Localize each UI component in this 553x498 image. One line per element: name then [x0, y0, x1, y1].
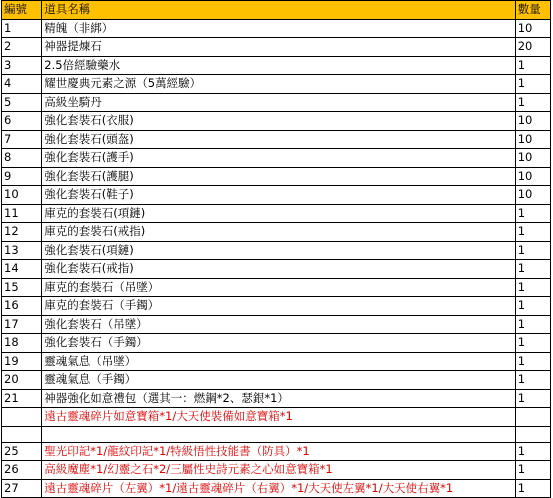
table-row — [2, 260, 551, 279]
cell-num[interactable]: 9 — [2, 167, 42, 186]
table-row — [2, 186, 551, 205]
cell-qty[interactable]: 1 — [515, 389, 550, 408]
cell-num[interactable] — [2, 426, 42, 442]
cell-qty[interactable]: 1 — [515, 334, 550, 353]
cell-num[interactable]: 13 — [2, 241, 42, 260]
cell-num[interactable]: 14 — [2, 260, 42, 279]
item-table — [1, 0, 551, 498]
cell-num[interactable]: 11 — [2, 204, 42, 223]
cell-qty[interactable] — [515, 426, 550, 442]
cell-qty[interactable]: 1 — [515, 204, 550, 223]
table-row — [2, 241, 551, 260]
cell-num[interactable]: 15 — [2, 278, 42, 297]
cell-qty[interactable]: 10 — [515, 149, 550, 168]
cell-name[interactable]: 強化套裝石(鞋子) — [42, 186, 515, 205]
cell-qty[interactable]: 1 — [515, 278, 550, 297]
cell-name[interactable]: 強化套裝石(頭盔) — [42, 130, 515, 149]
cell-name[interactable]: 強化套裝石（手鐲） — [42, 334, 515, 353]
cell-num[interactable]: 12 — [2, 223, 42, 242]
cell-num[interactable]: 7 — [2, 130, 42, 149]
cell-name[interactable] — [42, 426, 515, 442]
table-row — [2, 75, 551, 94]
cell-name[interactable]: 神器提煉石 — [42, 38, 515, 57]
cell-num[interactable]: 8 — [2, 149, 42, 168]
header-name[interactable]: 道具名稱 — [42, 1, 515, 20]
table-row — [2, 93, 551, 112]
cell-qty[interactable]: 10 — [515, 19, 550, 38]
cell-qty[interactable]: 1 — [515, 479, 550, 498]
cell-name[interactable]: 庫克的套裝石(項鏈) — [42, 204, 515, 223]
table-row — [2, 297, 551, 316]
cell-name[interactable]: 神器強化如意禮包（選其一：燃鋼*2、瑟銀*1） — [42, 389, 515, 408]
cell-name[interactable]: 庫克的套裝石（手鐲） — [42, 297, 515, 316]
table-row — [2, 112, 551, 131]
cell-qty[interactable]: 10 — [515, 130, 550, 149]
cell-qty[interactable]: 10 — [515, 112, 550, 131]
cell-num[interactable]: 6 — [2, 112, 42, 131]
cell-num[interactable] — [2, 408, 42, 427]
table-row — [2, 479, 551, 498]
table-row — [2, 461, 551, 480]
table-row — [2, 204, 551, 223]
cell-num[interactable]: 4 — [2, 75, 42, 94]
table-row — [2, 278, 551, 297]
cell-qty[interactable]: 1 — [515, 297, 550, 316]
cell-num[interactable]: 16 — [2, 297, 42, 316]
cell-name[interactable]: 強化套裝石(護腿) — [42, 167, 515, 186]
table-row — [2, 352, 551, 371]
cell-num[interactable]: 10 — [2, 186, 42, 205]
table-row — [2, 130, 551, 149]
cell-name[interactable]: 強化套裝石（吊墜） — [42, 315, 515, 334]
cell-qty[interactable]: 1 — [515, 75, 550, 94]
cell-qty[interactable]: 10 — [515, 186, 550, 205]
table-row — [2, 371, 551, 390]
table-row — [2, 408, 551, 427]
header-row — [2, 1, 551, 20]
cell-qty[interactable]: 1 — [515, 93, 550, 112]
table-row — [2, 167, 551, 186]
cell-num[interactable]: 19 — [2, 352, 42, 371]
cell-name[interactable]: 庫克的套裝石(戒指) — [42, 223, 515, 242]
cell-qty[interactable]: 1 — [515, 56, 550, 75]
table-row — [2, 315, 551, 334]
cell-qty[interactable]: 10 — [515, 167, 550, 186]
cell-num[interactable]: 21 — [2, 389, 42, 408]
table-row — [2, 442, 551, 461]
cell-name[interactable]: 精魄（非綁） — [42, 19, 515, 38]
header-num[interactable]: 編號 — [2, 1, 42, 20]
cell-name[interactable]: 靈魂氣息（吊墜） — [42, 352, 515, 371]
table-row — [2, 389, 551, 408]
cell-name[interactable]: 強化套裝石(護手) — [42, 149, 515, 168]
cell-num[interactable]: 3 — [2, 56, 42, 75]
cell-num[interactable]: 27 — [2, 479, 42, 498]
cell-qty[interactable]: 1 — [515, 260, 550, 279]
table-row — [2, 149, 551, 168]
cell-num[interactable]: 18 — [2, 334, 42, 353]
cell-name[interactable]: 高級魔塵*1/幻靈之石*2/三屬性史詩元素之心如意寶箱*1 — [42, 461, 515, 480]
table-row — [2, 56, 551, 75]
cell-name[interactable]: 庫克的套裝石（吊墜） — [42, 278, 515, 297]
table-row — [2, 334, 551, 353]
cell-num[interactable]: 25 — [2, 442, 42, 461]
cell-qty[interactable]: 1 — [515, 442, 550, 461]
table-row — [2, 38, 551, 57]
cell-name[interactable]: 遠古靈魂碎片（左翼）*1/遠古靈魂碎片（右翼）*1/大天使左翼*1/大天使右翼*1 — [42, 479, 515, 498]
cell-num[interactable]: 5 — [2, 93, 42, 112]
cell-qty[interactable]: 1 — [515, 461, 550, 480]
cell-name[interactable]: 耀世慶典元素之源（5萬經驗） — [42, 75, 515, 94]
cell-qty[interactable]: 1 — [515, 315, 550, 334]
cell-num[interactable]: 26 — [2, 461, 42, 480]
table-row — [2, 19, 551, 38]
cell-name[interactable]: 強化套裝石(戒指) — [42, 260, 515, 279]
cell-qty[interactable]: 1 — [515, 352, 550, 371]
cell-name[interactable]: 高級坐騎丹 — [42, 93, 515, 112]
table-row — [2, 426, 551, 442]
cell-num[interactable]: 1 — [2, 19, 42, 38]
cell-name[interactable]: 強化套裝石(項鏈) — [42, 241, 515, 260]
cell-name[interactable]: 靈魂氣息（手鐲） — [42, 371, 515, 390]
header-qty[interactable]: 數量 — [515, 1, 550, 20]
cell-name[interactable]: 強化套裝石(衣服) — [42, 112, 515, 131]
cell-name[interactable]: 聖光印記*1/龍紋印記*1/特級悟性技能書（防具）*1 — [42, 442, 515, 461]
cell-name[interactable]: 遠古靈魂碎片如意寶箱*1/大天使裝備如意寶箱*1 — [42, 408, 515, 427]
cell-qty[interactable]: 20 — [515, 38, 550, 57]
table-row — [2, 223, 551, 242]
cell-qty[interactable]: 1 — [515, 223, 550, 242]
cell-num[interactable]: 20 — [2, 371, 42, 390]
cell-qty[interactable]: 1 — [515, 241, 550, 260]
cell-qty[interactable] — [515, 408, 550, 427]
cell-name[interactable]: 2.5倍經驗藥水 — [42, 56, 515, 75]
cell-num[interactable]: 2 — [2, 38, 42, 57]
cell-num[interactable]: 17 — [2, 315, 42, 334]
cell-qty[interactable]: 1 — [515, 371, 550, 390]
